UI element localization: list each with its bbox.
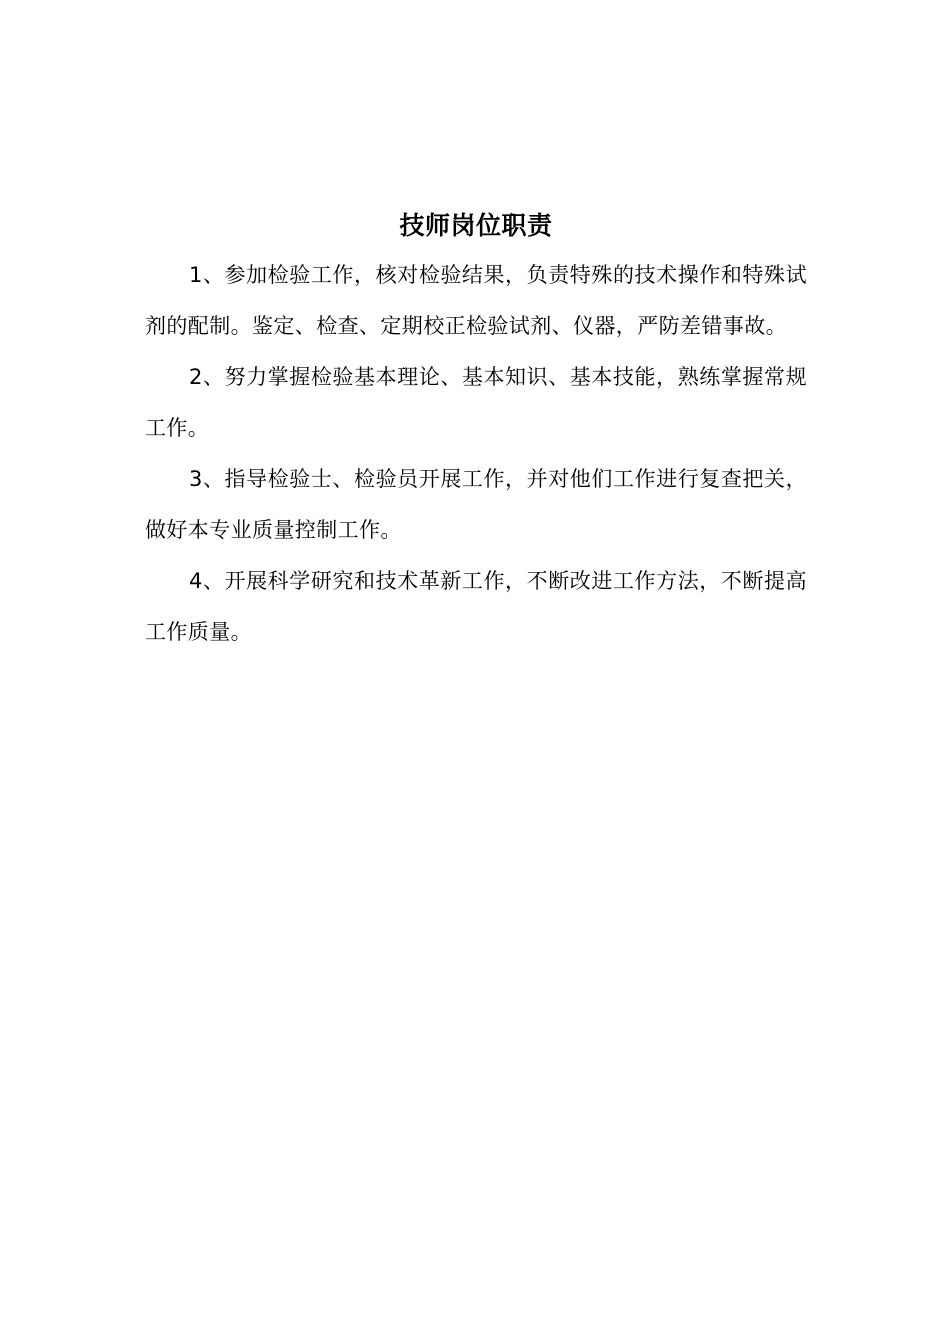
- duty-paragraph-1: 1、参加检验工作，核对检验结果，负责特殊的技术操作和特殊试剂的配制。鉴定、检查、定期校正检验试剂、仪器，严防差错事故。: [145, 263, 807, 338]
- document-body: [145, 206, 807, 658]
- duty-paragraph-4: 4、开展科学研究和技术革新工作，不断改进工作方法，不断提高工作质量。: [145, 569, 807, 644]
- document-title: 技师岗位职责: [399, 211, 553, 240]
- duty-paragraph-3: 3、指导检验士、检验员开展工作，并对他们工作进行复查把关，做好本专业质量控制工作。: [145, 467, 807, 542]
- duty-paragraph-2: 2、努力掌握检验基本理论、基本知识、基本技能，熟练掌握常规工作。: [145, 365, 807, 440]
